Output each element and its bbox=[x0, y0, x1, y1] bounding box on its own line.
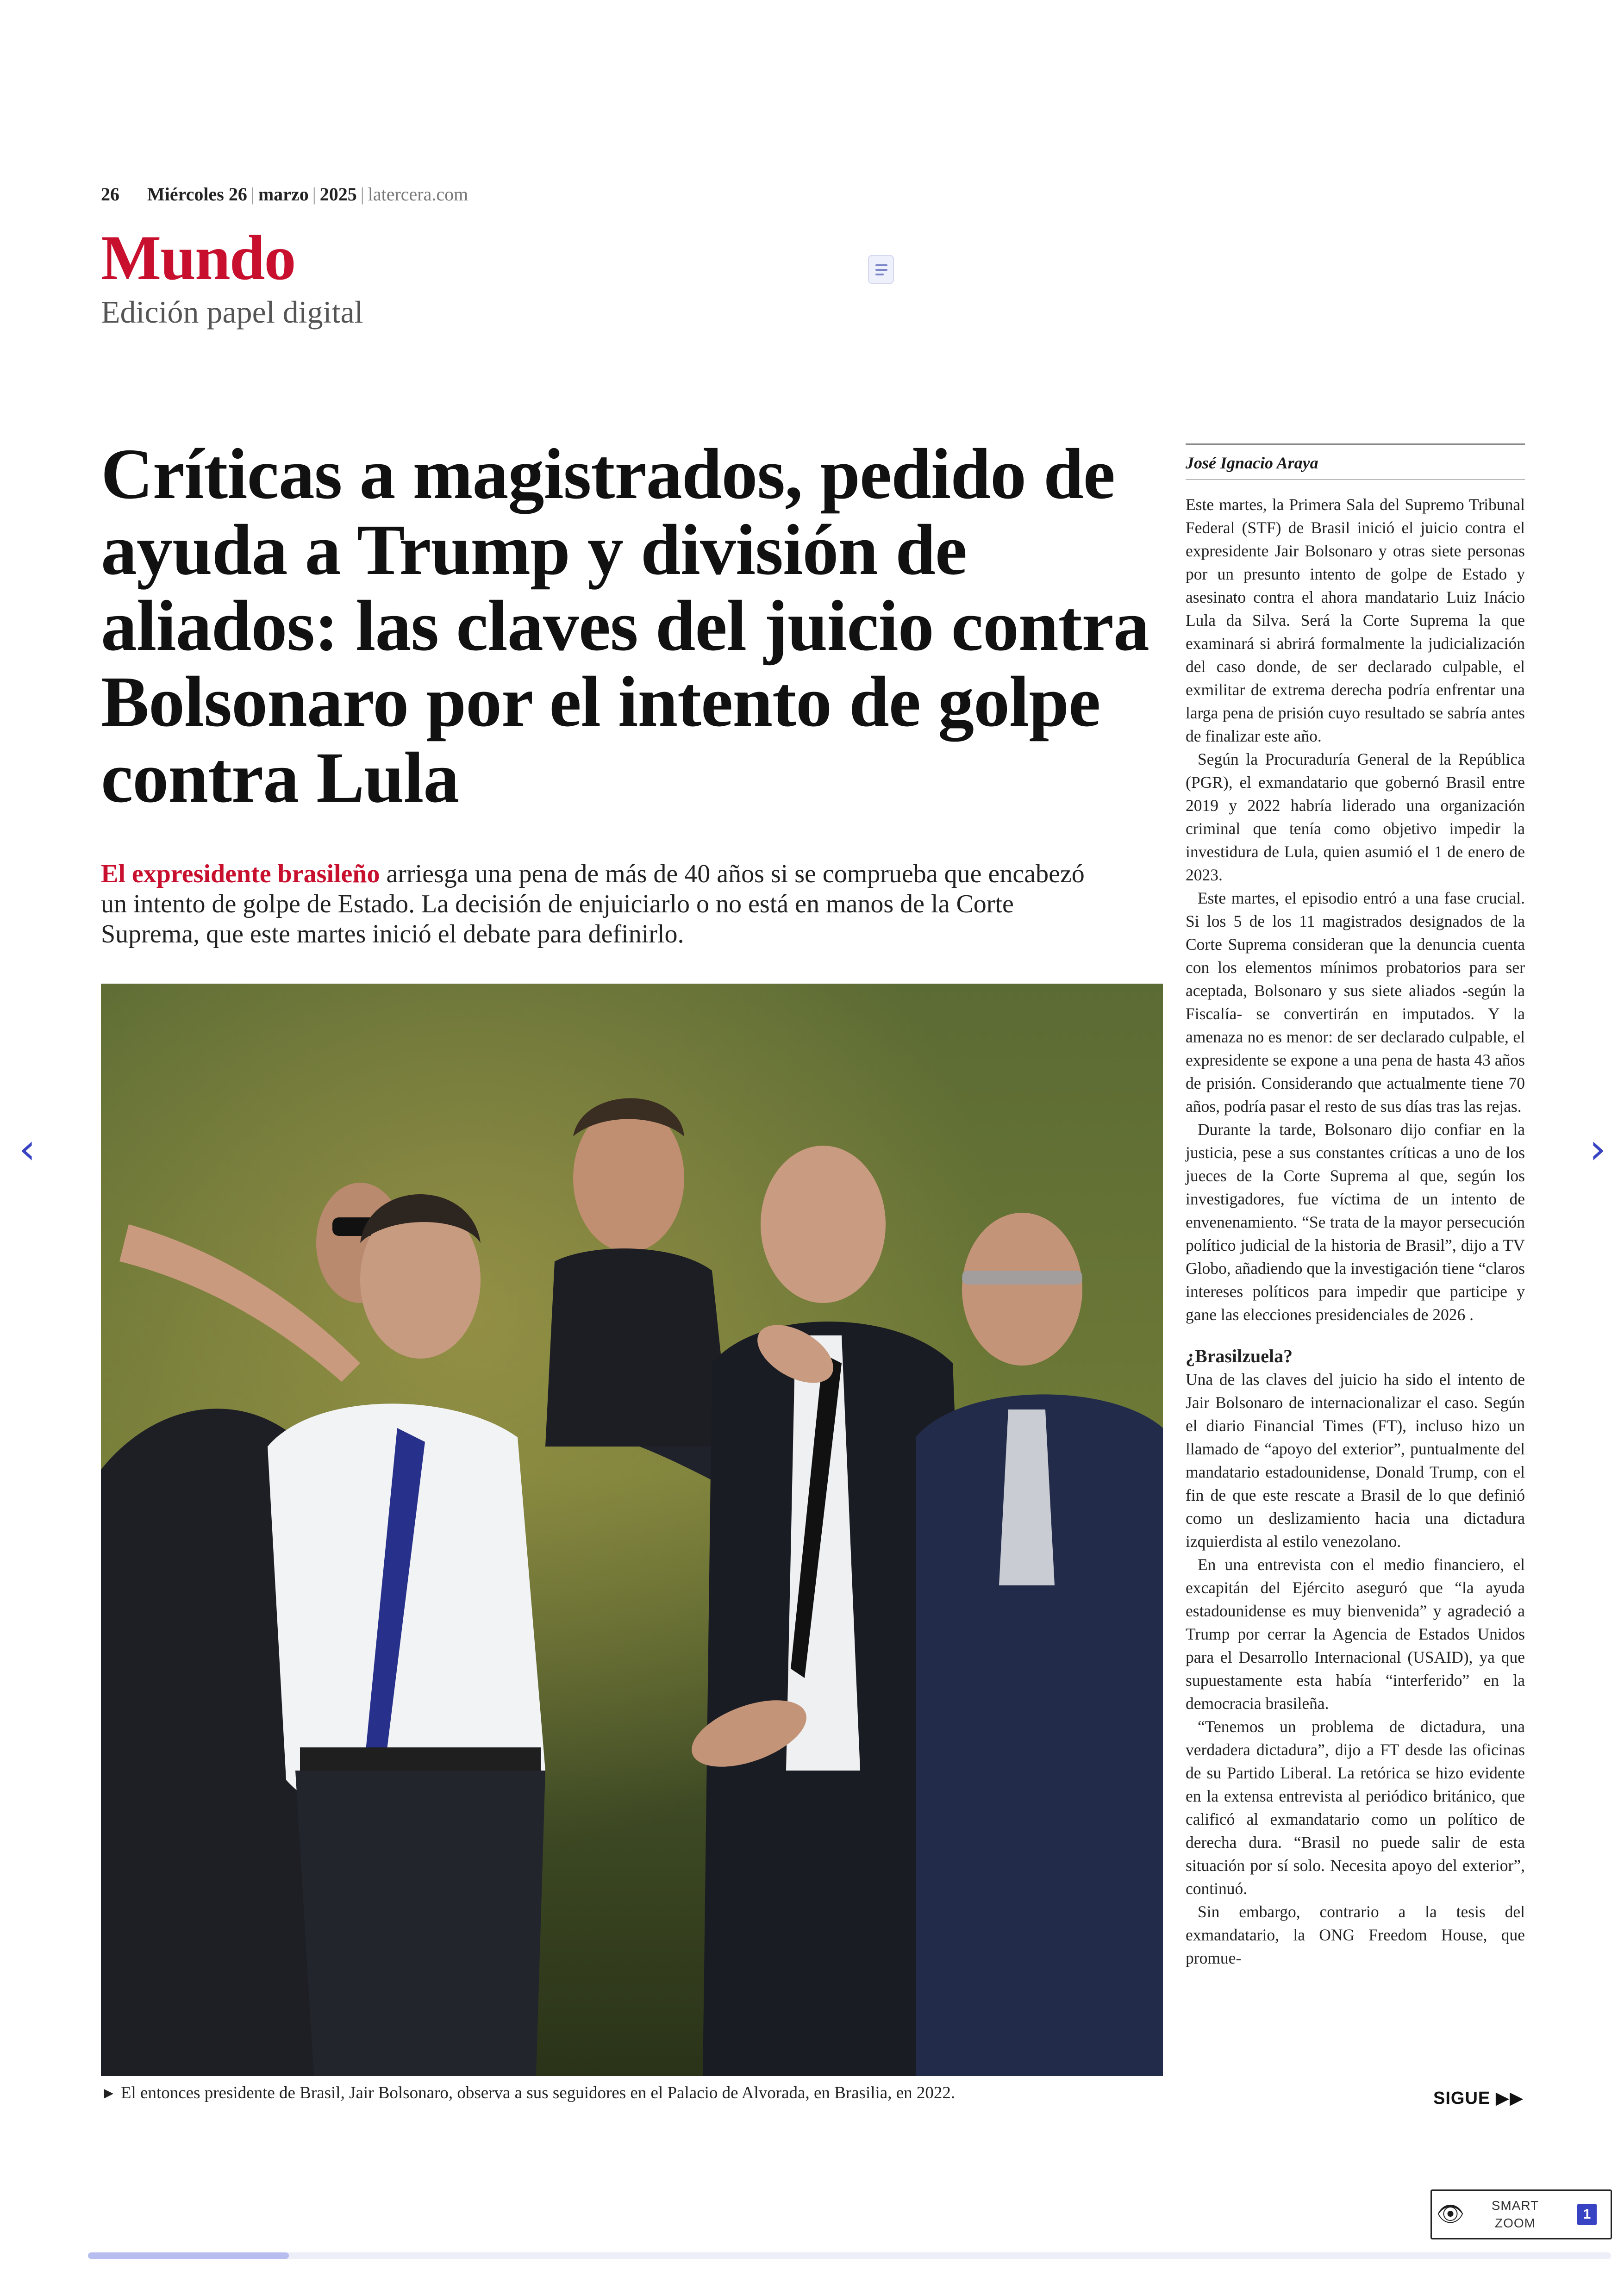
folio-line bbox=[101, 183, 468, 205]
folio-separator: | bbox=[250, 184, 255, 205]
smart-zoom-button[interactable] bbox=[1430, 2189, 1612, 2239]
body-paragraph: Este martes, el episodio entró a una fase crucial. Si los 5 de los 11 magistrados designados de la Corte Suprema consideran que la denuncia cuenta con los elementos mínimos probatorios para ser aceptada, Bolsonaro y sus siete aliados -según la Fiscalía- se convertirán en imputados. Y la amenaza no es menor: de ser declarado culpable, el expresidente se expone a una pena de hasta 43 años de prisión. Considerando que actualmente tiene 70 años, podría pasar el resto de sus días tras las rejas. bbox=[1186, 889, 1525, 1116]
previous-page-arrow-icon[interactable]: ‹ bbox=[19, 1125, 36, 1173]
folio-separator: | bbox=[312, 184, 316, 205]
smart-zoom-line1: SMART bbox=[1491, 2198, 1539, 2213]
body-paragraph: Una de las claves del juicio ha sido el intento de Jair Bolsonaro de internacionalizar el caso. Según el diario Financial Times (FT), incluso hizo un llamado de “apoyo del exterior”, puntualmente del mandatario estadounidense, Donald Trump, con el fin de que este rescate a Brasil de lo que definió como un deslizamiento hacia una dictadura izquierdista al estilo venezolano. bbox=[1186, 1370, 1525, 1551]
lead-kicker: El expresidente brasileño bbox=[101, 860, 380, 888]
next-page-arrow-icon[interactable]: › bbox=[1589, 1125, 1606, 1173]
body-paragraph: Sin embargo, contrario a la tesis del exmandatario, la ONG Freedom House, que promue- bbox=[1186, 1902, 1525, 1967]
folio-separator: | bbox=[360, 184, 364, 205]
body-paragraph: Este martes, la Primera Sala del Supremo Tribunal Federal (STF) de Brasil inició el juicio contra el expresidente Jair Bolsonaro y otras siete personas por un presunto intento de golpe de Estado y asesinato contra el ahora mandatario Luiz Inácio Lula da Silva. Será la Corte Suprema la que examinará si abrirá formalmente la judicialización del caso donde, de ser declarado culpable, el exmilitar de extrema derecha podría enfrentar una larga pena de prisión cuyo resultado se sabría antes de finalizar este año. bbox=[1186, 495, 1525, 745]
section-title: Mundo bbox=[101, 222, 295, 293]
lead-text: arriesga una pena de más de 40 años si se comprueba que encabezó un intento de golpe de Estado. La decisión de enjuiciarlo o no está en manos de la Corte Suprema, que este martes inició el debate para definirlo. bbox=[101, 860, 1085, 948]
notes-icon[interactable] bbox=[868, 255, 894, 284]
continue-label: SIGUE ▶▶ bbox=[1433, 2089, 1524, 2108]
folio-month: marzo bbox=[258, 184, 309, 205]
photo-caption bbox=[101, 2083, 1163, 2103]
folio-site: latercera.com bbox=[368, 184, 468, 205]
byline: José Ignacio Araya bbox=[1186, 445, 1525, 480]
caption-text: El entonces presidente de Brasil, Jair Bolsonaro, observa a sus seguidores en el Palacio de Alvorada, en Brasilia, en 2022. bbox=[120, 2083, 956, 2102]
section-subtitle: Edición papel digital bbox=[101, 294, 363, 330]
smart-zoom-label bbox=[1469, 2197, 1562, 2232]
eye-icon: 👁 bbox=[1436, 2202, 1465, 2226]
smart-zoom-line2: ZOOM bbox=[1495, 2216, 1536, 2230]
body-paragraph: Según la Procuraduría General de la República (PGR), el exmandatario que gobernó Brasil entre 2019 y 2022 habría liderado una organización criminal que tenía como objetivo impedir la investidura de Lula, quien asumió el 1 de enero de 2023. bbox=[1186, 750, 1525, 884]
reading-progress-fill bbox=[88, 2252, 289, 2259]
article-headline: Críticas a magistrados, pedido de ayuda a Trump y división de aliados: las claves del juicio contra Bolsonaro por el intento de golpe contra Lula bbox=[101, 434, 1149, 817]
folio-year: 2025 bbox=[319, 184, 357, 205]
body-paragraph: En una entrevista con el medio financiero, el excapitán del Ejército aseguró que “la ayuda estadounidense es muy bienvenida” y agradeció a Trump por cerrar la Agencia de Estados Unidos para el Desarrollo Internacional (USAID), ya que supuestamente esta había “interferido” en la democracia brasileña. bbox=[1186, 1555, 1525, 1713]
article-photo bbox=[101, 984, 1163, 2076]
folio-day: Miércoles 26 bbox=[147, 184, 247, 205]
photo-illustration bbox=[101, 984, 1163, 2076]
article-lead bbox=[101, 859, 1110, 949]
page-count-badge: 1 bbox=[1577, 2204, 1597, 2225]
body-paragraph: Durante la tarde, Bolsonaro dijo confiar en la justicia, pese a sus constantes críticas a uno de los jueces de la Corte Suprema al que, según los investigadores, fue víctima de un intento de envenenamiento. “Se trata de la mayor persecución político judicial de la historia de Brasil”, dijo a TV Globo, añadiendo que la investigación tiene “claros intereses políticos para impedir que participe y gane las elecciones presidenciales de 2026 . bbox=[1186, 1120, 1525, 1324]
page-number: 26 bbox=[101, 184, 119, 205]
body-subhead: ¿Brasilzuela? bbox=[1186, 1346, 1293, 1366]
article-column bbox=[1186, 443, 1525, 1970]
reading-progress-bar[interactable] bbox=[88, 2252, 1611, 2259]
article-body bbox=[1186, 493, 1525, 1970]
caption-marker-icon: ► bbox=[101, 2085, 117, 2102]
body-paragraph: “Tenemos un problema de dictadura, una verdadera dictadura”, dijo a FT desde las oficinas de su Partido Liberal. La retórica se hizo evidente en la extensa entrevista al periódico británico, que calificó al exmandatario como un político de derecha dura. “Brasil no puede salir de esta situación por sí solo. Necesita apoyo del exterior”, continuó. bbox=[1186, 1717, 1525, 1898]
